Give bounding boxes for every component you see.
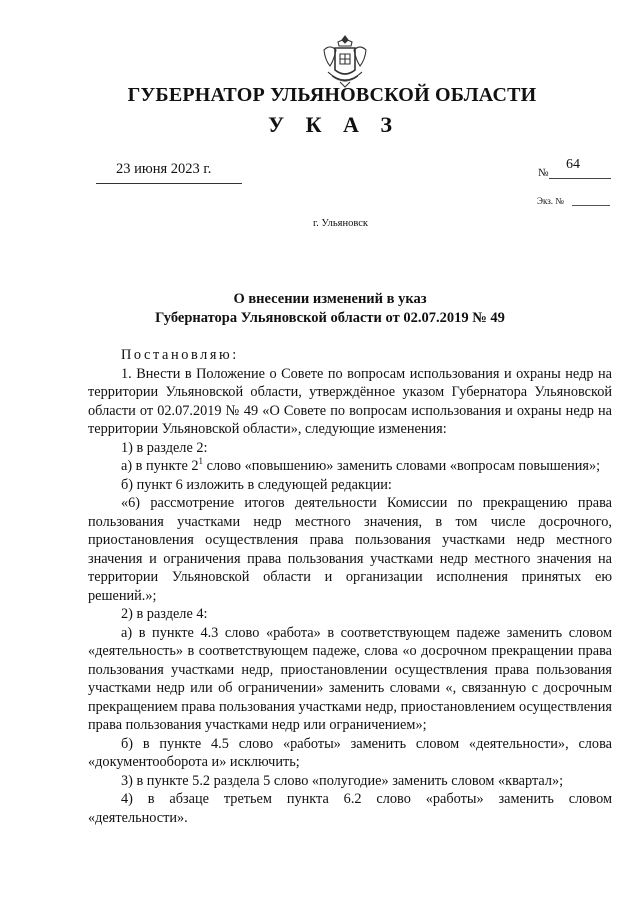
paragraph-text: слово «повышению» заменить словами «вопросам повышения»; [203, 458, 601, 474]
paragraph: 1. Внести в Положение о Совете по вопросам использования и охраны недр на территории Ульяновской области, утверждённое указом Губернатора Ульяновской области от 02.07.2019 № 49 «О Совете по вопросам использования и охраны недр на территории Ульяновской области», следующие изменения: [88, 365, 612, 437]
paragraph: 1) в разделе 2: [121, 439, 208, 456]
decree-number: 64 [566, 157, 580, 172]
paragraph-text: а) в пункте 2 [121, 458, 199, 474]
decree-body [88, 346, 612, 827]
paragraph [88, 457, 612, 476]
paragraph: а) в пункте 4.3 слово «работа» в соответствующем падеже заменить словом «деятельность» в соответствующем падеже, слова «о досрочном прекращении права пользования участками недр, приостановлении осуществления права пользования участками недр или об ограничении» заменить словами «, связанную с досрочным прекращением права пользования участками недр, приостановлением осуществления права пользования участками недр или ограничением»; [88, 624, 612, 733]
copy-number-label: Экз. № [537, 196, 564, 206]
paragraph: б) пункт 6 изложить в следующей редакции: [121, 476, 392, 493]
copy-number-underline [572, 205, 610, 206]
heading-line-2: Губернатора Ульяновской области от 02.07.2019 № 49 [155, 310, 505, 326]
number-label: № [538, 167, 549, 179]
superscript: 1 [198, 456, 204, 467]
resolution-word: Постановляю: [121, 347, 239, 363]
coat-of-arms-icon [318, 32, 372, 90]
number-underline [549, 178, 611, 179]
decree-heading [130, 290, 530, 328]
date-underline [96, 183, 242, 184]
decree-type: У К А З [267, 112, 401, 137]
city: г. Ульяновск [313, 218, 369, 229]
paragraph: б) в пункте 4.5 слово «работы» заменить словом «деятельности», слова «документооборота и» исключить; [88, 735, 612, 770]
paragraph: 2) в разделе 4: [121, 606, 208, 622]
governor-title: ГУБЕРНАТОР УЛЬЯНОВСКОЙ ОБЛАСТИ [127, 84, 537, 106]
paragraph: 4) в абзаце третьем пункта 6.2 слово «работы» заменить словом «деятельности». [88, 791, 612, 826]
paragraph: 3) в пункте 5.2 раздела 5 слово «полугодие» заменить словом «квартал»; [121, 772, 564, 789]
decree-date: 23 июня 2023 г. [116, 161, 212, 177]
paragraph: «6) рассмотрение итогов деятельности Комиссии по прекращению права пользования участками недр местного значения, в том числе досрочного, приостановления осуществления права пользования участками недр местного значения и ограничения права пользования участками недр местного значения на территории Ульяновской области и организации исполнения принятых ею решений.»; [88, 495, 612, 604]
heading-line-1: О внесении изменений в указ [233, 291, 427, 307]
